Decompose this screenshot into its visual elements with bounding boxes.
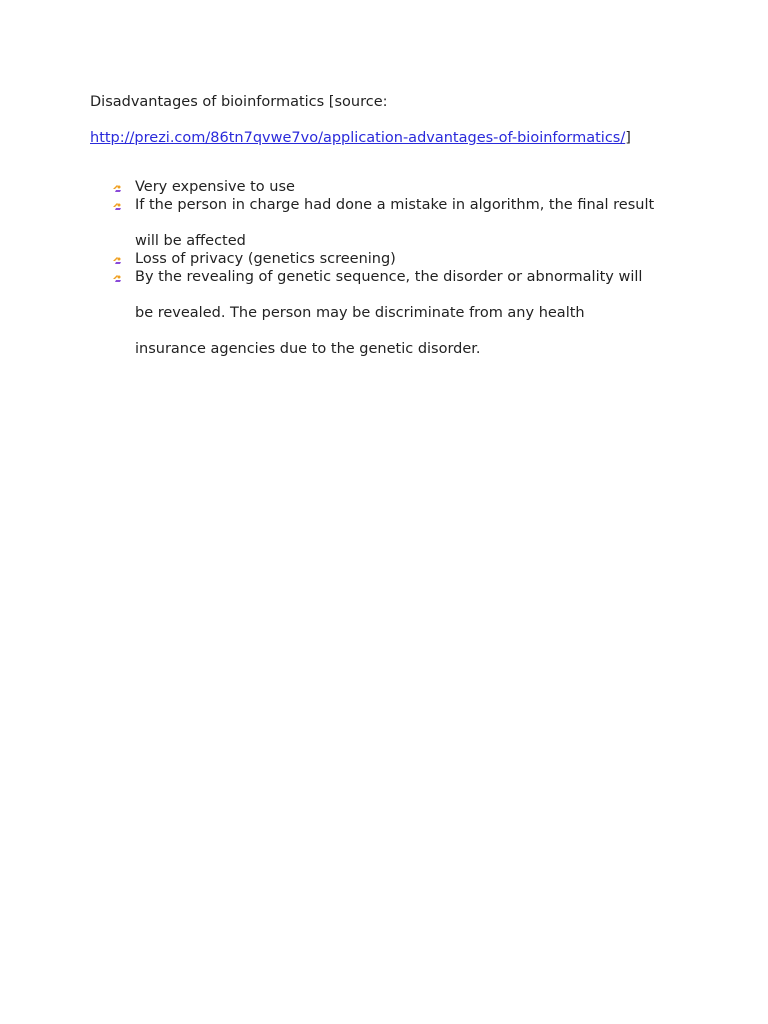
ornate-bullet-icon	[112, 254, 123, 265]
list-item-line: Very expensive to use	[135, 179, 295, 195]
list-item-line: will be affected	[135, 233, 246, 249]
list-item	[110, 250, 710, 268]
source-link[interactable]: http://prezi.com/86tn7qvwe7vo/application-advantages-of-bioinformatics/	[90, 130, 626, 146]
list-item-line: insurance agencies due to the genetic disorder.	[135, 341, 481, 357]
list-item	[110, 268, 710, 358]
disadvantages-list	[110, 178, 710, 358]
ornate-bullet-icon	[112, 182, 123, 193]
list-item-line: By the revealing of genetic sequence, the disorder or abnormality will	[135, 269, 643, 285]
source-line	[90, 129, 631, 147]
list-item	[110, 196, 710, 250]
source-close-bracket: ]	[625, 130, 631, 146]
list-item-line: Loss of privacy (genetics screening)	[135, 251, 396, 267]
ornate-bullet-icon	[112, 272, 123, 283]
ornate-bullet-icon	[112, 200, 123, 211]
document-heading: Disadvantages of bioinformatics [source:	[90, 94, 388, 110]
list-item	[110, 178, 710, 196]
list-item-line: be revealed. The person may be discriminate from any health	[135, 305, 585, 321]
list-item-line: If the person in charge had done a mistake in algorithm, the final result	[135, 197, 655, 213]
